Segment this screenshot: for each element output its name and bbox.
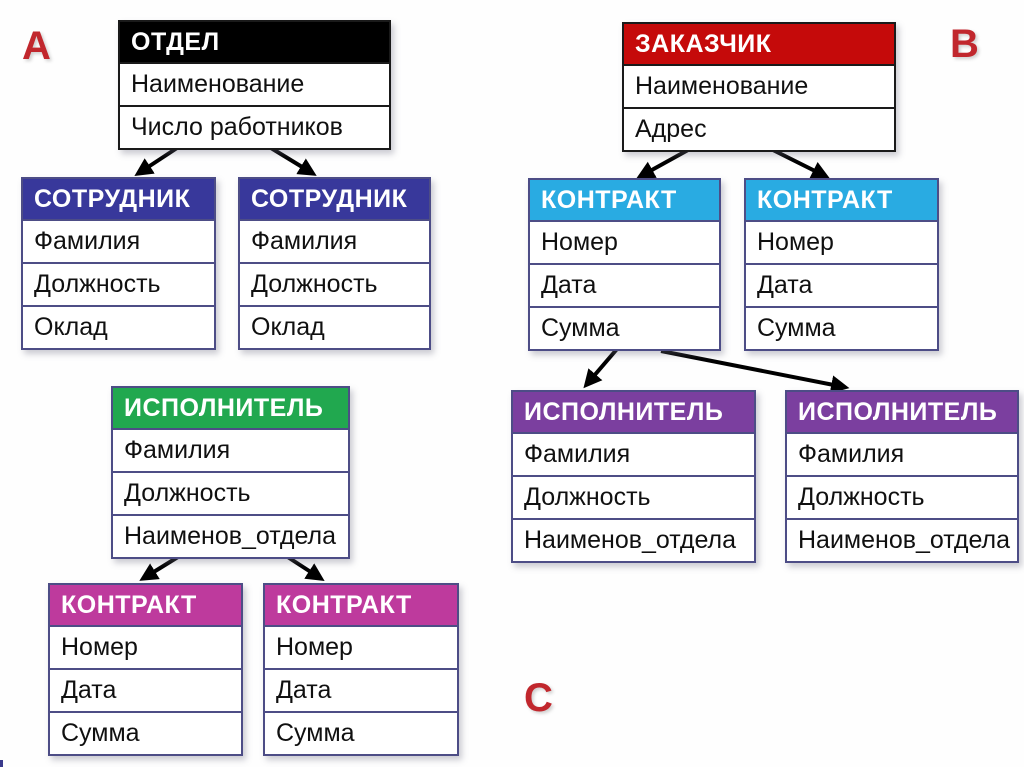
arrow-zakazchik-to-kontrakt-top-1 <box>641 150 688 176</box>
section-label-b: В <box>950 22 979 66</box>
table-field: Номер <box>265 627 457 670</box>
table-field: Фамилия <box>113 430 348 473</box>
table-field: Должность <box>240 264 429 307</box>
table-field: Должность <box>787 477 1017 520</box>
table-field: Должность <box>513 477 754 520</box>
arrow-otdel-to-sotrudnik-2 <box>271 148 312 173</box>
arrow-zakazchik-to-kontrakt-top-2 <box>773 150 825 176</box>
table-ispolnitel-purple-2 <box>785 390 1019 563</box>
table-zakazchik-header: ЗАКАЗЧИК <box>624 24 894 66</box>
table-ispolnitel-green-header: ИСПОЛНИТЕЛЬ <box>113 388 348 430</box>
table-field: Оклад <box>240 307 429 348</box>
table-field: Номер <box>530 222 719 265</box>
table-kontrakt-top-2-header: КОНТРАКТ <box>746 180 937 222</box>
section-label-a: А <box>22 24 51 68</box>
table-field: Сумма <box>746 308 937 349</box>
table-ispolnitel-purple-2-header: ИСПОЛНИТЕЛЬ <box>787 392 1017 434</box>
table-kontrakt-top-2 <box>744 178 939 351</box>
table-field: Фамилия <box>23 221 214 264</box>
table-sotrudnik-2-header: СОТРУДНИК <box>240 179 429 221</box>
table-field: Фамилия <box>787 434 1017 477</box>
table-kontrakt-bottom-2 <box>263 583 459 756</box>
table-field: Фамилия <box>240 221 429 264</box>
table-field: Оклад <box>23 307 214 348</box>
table-ispolnitel-green <box>111 386 350 559</box>
table-field: Дата <box>530 265 719 308</box>
table-kontrakt-bottom-2-header: КОНТРАКТ <box>265 585 457 627</box>
table-ispolnitel-purple-1-header: ИСПОЛНИТЕЛЬ <box>513 392 754 434</box>
table-otdel <box>118 20 391 150</box>
table-field: Сумма <box>530 308 719 349</box>
arrow-kontrakt-top-1-to-ispolnitel-purple-1 <box>587 349 617 384</box>
table-field: Номер <box>50 627 241 670</box>
bottom-edge-artifact <box>0 760 3 767</box>
section-label-c: С <box>524 676 553 720</box>
table-field: Число работников <box>120 107 389 148</box>
table-kontrakt-bottom-1-header: КОНТРАКТ <box>50 585 241 627</box>
table-field: Адрес <box>624 109 894 150</box>
table-field: Должность <box>113 473 348 516</box>
table-kontrakt-bottom-1 <box>48 583 243 756</box>
table-sotrudnik-1 <box>21 177 216 350</box>
table-field: Номер <box>746 222 937 265</box>
table-field: Сумма <box>265 713 457 754</box>
table-field: Наименование <box>624 66 894 109</box>
table-ispolnitel-purple-1 <box>511 390 756 563</box>
table-field: Дата <box>265 670 457 713</box>
table-field: Наименов_отдела <box>787 520 1017 561</box>
table-field: Фамилия <box>513 434 754 477</box>
arrow-otdel-to-sotrudnik-1 <box>139 148 177 173</box>
table-kontrakt-top-1-header: КОНТРАКТ <box>530 180 719 222</box>
table-field: Наименов_отдела <box>513 520 754 561</box>
table-otdel-header: ОТДЕЛ <box>120 22 389 64</box>
table-kontrakt-top-1 <box>528 178 721 351</box>
table-zakazchik <box>622 22 896 152</box>
table-field: Сумма <box>50 713 241 754</box>
arrow-kontrakt-top-1-to-ispolnitel-purple-2 <box>661 351 844 387</box>
table-field: Должность <box>23 264 214 307</box>
table-field: Дата <box>50 670 241 713</box>
table-field: Дата <box>746 265 937 308</box>
table-sotrudnik-1-header: СОТРУДНИК <box>23 179 214 221</box>
table-field: Наименование <box>120 64 389 107</box>
table-field: Наименов_отдела <box>113 516 348 557</box>
table-sotrudnik-2 <box>238 177 431 350</box>
